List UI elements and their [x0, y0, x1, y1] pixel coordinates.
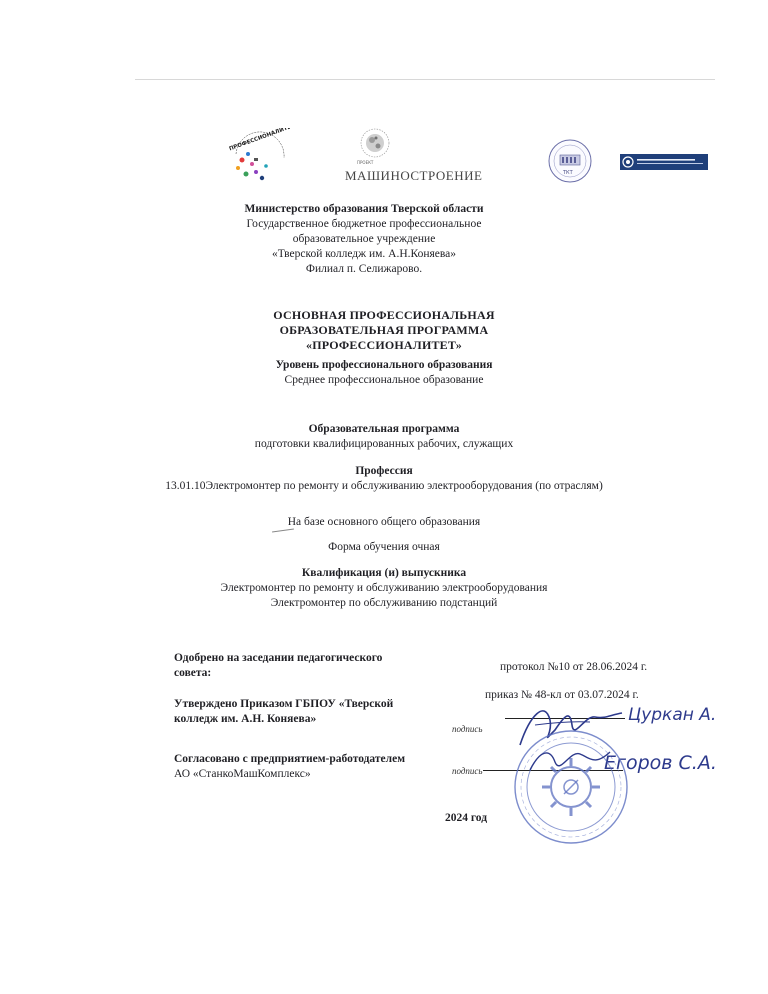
professionalitet-logo	[226, 128, 290, 192]
director-signature-name: Цуркан А.	[628, 705, 717, 725]
mashinostroenie-logo	[345, 118, 495, 190]
profession-value: 13.01.10Электромонтер по ремонту и обслуживанию электрооборудования (по отраслям)	[165, 480, 603, 492]
approval-label-line: Одобрено на заседании педагогического	[174, 652, 383, 664]
agreed-label: Согласовано с предприятием-работодателем	[174, 753, 406, 765]
institution-line: Филиал п. Селижарово.	[305, 263, 423, 275]
approved-label	[174, 697, 393, 727]
approval-label-line: совета:	[174, 667, 212, 679]
study-form: Форма обучения очная	[328, 541, 440, 553]
institution-line: «Тверской колледж им. А.Н.Коняева»	[271, 248, 457, 260]
approval-label	[174, 651, 382, 681]
signature-caption: подпись	[452, 766, 483, 776]
basis: На базе основного общего образования	[287, 516, 481, 528]
protocol-text: протокол №10 от 28.06.2024 г.	[500, 661, 648, 673]
education-level-value: Среднее профессиональное образование	[284, 374, 484, 386]
top-rule	[135, 79, 715, 80]
edu-program-label: Образовательная программа	[308, 423, 460, 435]
svg-text:ПРОФЕССИОНАЛИТЕТ: ПРОФЕССИОНАЛИТЕТ	[228, 128, 290, 153]
edu-program-value: подготовки квалифицированных рабочих, служащих	[254, 438, 514, 450]
document-year: 2024 год	[445, 812, 488, 824]
ministry-title: Министерство образования Тверской области	[244, 203, 484, 215]
edu-program	[0, 422, 768, 452]
approved-label-line: колледж им. А.Н. Коняева»	[174, 713, 317, 725]
program-title	[0, 308, 768, 353]
institution-line: образовательное учреждение	[292, 233, 436, 245]
employer-name: АО «СтанкоМашКомплекс»	[174, 768, 311, 780]
signature-caption: подпись	[452, 724, 483, 734]
qualification-value: Электромонтер по ремонту и обслуживанию электрооборудования	[220, 582, 548, 594]
signature-scribble	[525, 740, 615, 780]
program-title-line: ОБРАЗОВАТЕЛЬНАЯ ПРОГРАММА	[279, 323, 489, 337]
employer-signature-name: Егоров С.А.	[604, 752, 717, 774]
education-level	[0, 358, 768, 388]
institution-line: Государственное бюджетное профессиональное	[246, 218, 482, 230]
qualification	[0, 566, 768, 611]
mashinostroenie-caption: МАШИНОСТРОЕНИЕ	[345, 168, 483, 183]
qualification-value: Электромонтер по обслуживанию подстанций	[270, 597, 498, 609]
approved-label-line: Утверждено Приказом ГБПОУ «Тверской	[174, 698, 394, 710]
education-level-label: Уровень профессионального образования	[275, 359, 493, 371]
order-text: приказ № 48-кл от 03.07.2024 г.	[485, 689, 639, 701]
college-emblem	[547, 138, 593, 184]
institution-block	[0, 202, 748, 277]
qualification-label: Квалификация (и) выпускника	[301, 567, 467, 579]
profession-label: Профессия	[355, 465, 413, 477]
profession	[0, 464, 768, 494]
agreed-block	[174, 752, 405, 782]
program-title-line: ОСНОВНАЯ ПРОФЕССИОНАЛЬНАЯ	[273, 308, 495, 322]
svg-text:ПРОЕКТ: ПРОЕКТ	[357, 160, 374, 165]
stankomashkompleks-logo	[620, 154, 708, 170]
svg-text:ТКТ: ТКТ	[563, 170, 573, 176]
program-title-line: «ПРОФЕССИОНАЛИТЕТ»	[306, 338, 462, 352]
